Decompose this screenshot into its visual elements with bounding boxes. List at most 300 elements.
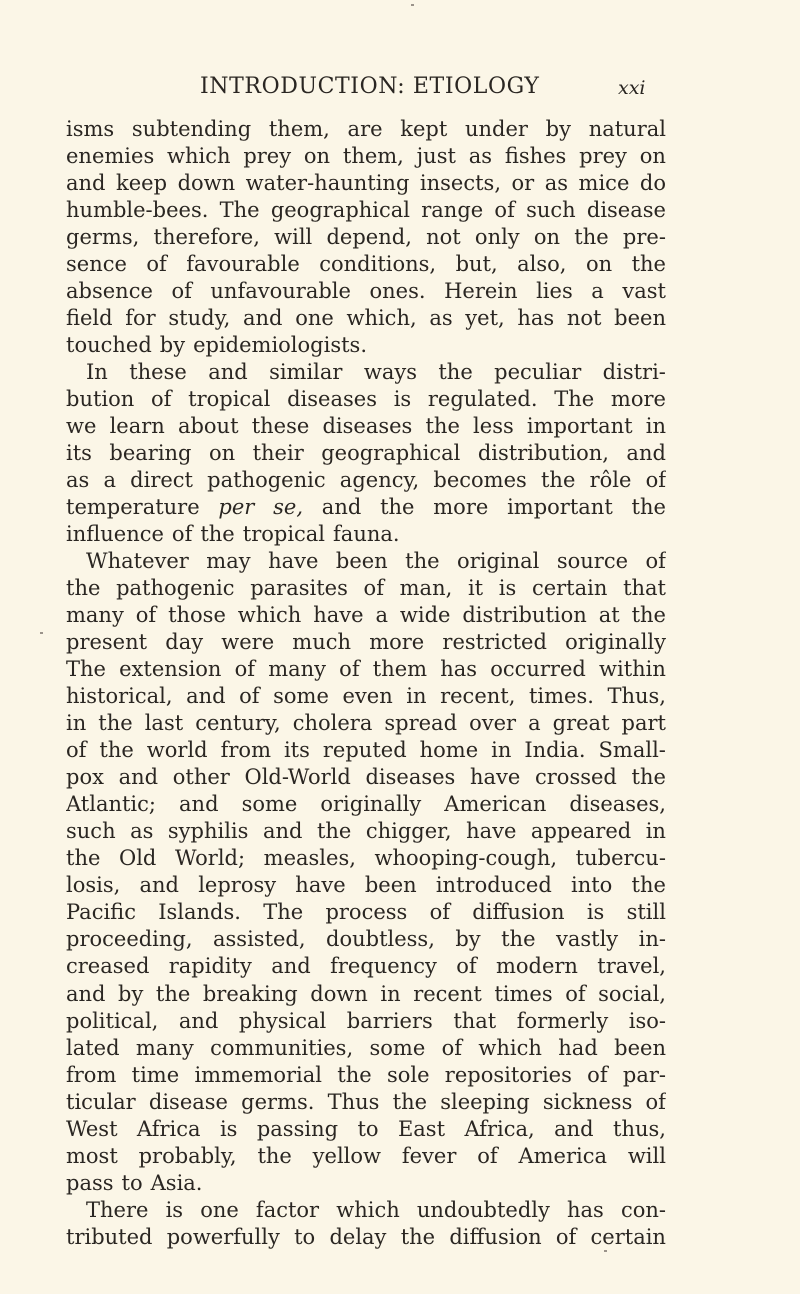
text-line (66, 224, 666, 251)
text-line (66, 1170, 666, 1197)
word: insects, (419, 171, 502, 196)
word: been (364, 873, 417, 898)
word: isms (66, 117, 115, 141)
word: under (465, 117, 528, 141)
word: the (155, 981, 191, 1006)
word: last (144, 711, 184, 736)
word: by (455, 927, 481, 952)
word: assisted, (213, 927, 306, 952)
word: them (372, 657, 428, 682)
word: the (631, 603, 666, 628)
word: on (585, 252, 613, 277)
word: epidemiologists. (193, 333, 367, 358)
word: fauna. (333, 522, 400, 547)
word: and (186, 684, 226, 709)
text-line (66, 359, 666, 386)
word: water-haunting (245, 171, 410, 196)
word: not (566, 306, 602, 331)
word: will (274, 225, 313, 250)
word: Islands. (158, 900, 241, 925)
word: important (526, 414, 633, 439)
word: which, (346, 306, 417, 331)
word: subtending (131, 117, 252, 141)
word: of (171, 279, 192, 304)
word: them, (268, 117, 330, 141)
word: a (103, 468, 116, 493)
print-speck (604, 1250, 607, 1252)
word: American (444, 792, 547, 817)
print-speck (40, 632, 43, 634)
word: Pacific (66, 900, 136, 925)
word: travel, (597, 954, 666, 979)
word: factor (255, 1197, 320, 1222)
word: sence (66, 252, 127, 277)
word: only (474, 225, 520, 250)
word: to (121, 1170, 143, 1195)
word: less (473, 414, 514, 439)
word: diseases, (569, 792, 666, 817)
text-line (66, 818, 666, 845)
word: The (554, 387, 595, 412)
word: diseases (365, 765, 456, 790)
word: prey (243, 144, 292, 169)
word: pathogenic (207, 468, 326, 493)
text-line (66, 899, 666, 926)
word: similar (269, 360, 343, 385)
text-line (66, 467, 666, 494)
word: ticular (66, 1089, 136, 1114)
word: Asia. (150, 1170, 203, 1195)
word: Herein (444, 279, 518, 304)
word: to (294, 1224, 316, 1249)
text-line (66, 953, 666, 980)
word: of (171, 522, 193, 547)
word: leprosy (198, 873, 277, 898)
word: of (151, 387, 172, 412)
word: on (208, 441, 236, 466)
text-line (66, 413, 666, 440)
word: powerfully (166, 1224, 280, 1249)
word: that (453, 1008, 497, 1033)
word: just (416, 144, 456, 169)
word: cholera (292, 711, 373, 736)
word: ways (363, 360, 417, 385)
word: of (363, 576, 384, 601)
word: of (66, 738, 87, 763)
word: distri- (602, 360, 666, 385)
word: spread (384, 711, 458, 736)
word: whooping-cough, (374, 846, 558, 871)
word: study, (168, 306, 231, 331)
word: will (627, 1143, 666, 1168)
word: we (66, 414, 97, 439)
running-head (0, 74, 800, 110)
word: great (552, 711, 610, 736)
word: political, (66, 1008, 159, 1033)
word: the (631, 252, 666, 277)
word: passing (256, 1116, 339, 1141)
word: of (587, 1062, 608, 1087)
word: even (342, 684, 393, 709)
word: present (66, 630, 148, 655)
word: in (406, 684, 427, 709)
word: within (599, 657, 666, 682)
word: germs, (66, 225, 140, 250)
word: vastly (555, 927, 619, 952)
word: West (66, 1116, 118, 1141)
word: has (440, 657, 478, 682)
word: of (456, 954, 477, 979)
word: source (556, 549, 629, 574)
word: social, (598, 981, 666, 1006)
word: may (206, 549, 251, 574)
word: part (621, 711, 666, 736)
word: its (283, 738, 310, 763)
text-line (66, 1008, 666, 1035)
word: of (429, 900, 451, 925)
text-line (66, 1116, 666, 1143)
text-line (66, 629, 666, 656)
word: se, (273, 495, 304, 520)
word: unfavourable (210, 279, 351, 304)
word: India. (524, 738, 586, 763)
word: time (131, 1062, 180, 1087)
word: day (165, 630, 204, 655)
text-line (66, 926, 666, 953)
text-line (66, 872, 666, 899)
word: which (478, 1035, 542, 1060)
text-line (66, 305, 666, 332)
word: kept (400, 117, 448, 141)
word: direct (130, 468, 193, 493)
word: about (177, 414, 239, 439)
word: humble-bees. (66, 198, 209, 223)
word: enemies (66, 144, 155, 169)
word: depend, (326, 225, 412, 250)
word: iso- (628, 1008, 666, 1033)
word: rapidity (168, 954, 252, 979)
word: to (357, 1116, 379, 1141)
text-line (66, 764, 666, 791)
word: formerly (516, 1008, 609, 1033)
word: favourable (186, 252, 300, 277)
word: and (208, 360, 248, 385)
text-line (66, 737, 666, 764)
word: as (130, 819, 154, 844)
word: and (271, 954, 311, 979)
word: therefore, (153, 225, 260, 250)
word: breaking (202, 981, 298, 1006)
text-line (66, 683, 666, 710)
word: which (237, 603, 302, 628)
word: is (219, 1116, 238, 1141)
word: at (598, 603, 620, 628)
word: as (429, 306, 453, 331)
word: America (518, 1143, 607, 1168)
word: the (98, 711, 133, 736)
word: mice (578, 171, 630, 196)
word: introduced (435, 873, 552, 898)
word: have (313, 603, 364, 628)
word: delay (329, 1224, 387, 1249)
word: per (218, 495, 255, 520)
word: Africa, (464, 1116, 535, 1141)
word: has (567, 1197, 604, 1222)
word: diffusion (449, 1224, 542, 1249)
word: lated (66, 1035, 120, 1060)
word: were (221, 630, 275, 655)
word: of (239, 684, 260, 709)
text-line (66, 521, 666, 548)
word: has (517, 306, 555, 331)
word: the (99, 738, 134, 763)
word: ones. (369, 279, 426, 304)
text-line (66, 332, 666, 359)
word: as (544, 171, 569, 196)
text-line (66, 494, 666, 521)
word: man, (399, 576, 453, 601)
word: appeared (530, 819, 632, 844)
word: is (393, 387, 412, 412)
word: crossed (535, 765, 617, 790)
word: Small- (598, 738, 666, 763)
word: learn (109, 414, 165, 439)
word: lies (536, 279, 573, 304)
word: Old (119, 846, 157, 871)
word: the (316, 819, 352, 844)
word: over (469, 711, 517, 736)
word: There (86, 1197, 149, 1222)
word: touched (66, 333, 152, 358)
word: times. (528, 684, 594, 709)
word: in (66, 711, 87, 736)
word: bution (66, 387, 135, 412)
word: been (614, 1035, 666, 1060)
word: undoubtedly (416, 1197, 550, 1222)
text-line (66, 548, 666, 575)
word: con- (620, 1197, 666, 1222)
word: measles, (263, 846, 356, 871)
text-line (66, 278, 666, 305)
text-line (66, 1197, 666, 1224)
word: many (135, 1035, 194, 1060)
word: other (172, 765, 230, 790)
word: its (66, 441, 92, 466)
body-text (66, 116, 666, 1251)
text-line (66, 116, 666, 143)
word: those (168, 603, 226, 628)
word: have (268, 549, 319, 574)
word: of (555, 1224, 577, 1249)
word: home (419, 738, 479, 763)
word: do (639, 171, 666, 196)
word: the (392, 1089, 428, 1114)
word: the (501, 927, 536, 952)
word: the (438, 360, 473, 385)
word: in- (638, 927, 666, 952)
word: barriers (346, 1008, 433, 1033)
text-line (66, 845, 666, 872)
word: Whatever (86, 549, 189, 574)
word: Atlantic; (66, 792, 156, 817)
word: of (146, 252, 167, 277)
word: In (86, 360, 108, 385)
word: keep (116, 171, 168, 196)
word: The (263, 900, 304, 925)
text-line (66, 440, 666, 467)
word: pathogenic (116, 576, 235, 601)
word: distribution (462, 603, 587, 628)
word: which (336, 1197, 400, 1222)
word: temperature (66, 495, 200, 520)
word: still (626, 900, 666, 925)
word: them, (342, 144, 404, 169)
word: physical (238, 1008, 327, 1033)
word: is (498, 576, 517, 601)
word: and (626, 441, 666, 466)
text-line (66, 197, 666, 224)
word: Thus (327, 1089, 380, 1114)
word: fishes (504, 144, 567, 169)
text-line (66, 656, 666, 683)
word: reputed (322, 738, 407, 763)
word: in (645, 414, 666, 439)
word: losis, (66, 873, 121, 898)
word: the (66, 846, 101, 871)
word: the (405, 549, 440, 574)
word: the (540, 468, 576, 493)
word: doubtless, (326, 927, 435, 952)
word: in (645, 819, 666, 844)
word: in (380, 981, 401, 1006)
word: absence (66, 279, 153, 304)
word: century, (195, 711, 281, 736)
word: had (558, 1035, 598, 1060)
word: world (146, 738, 208, 763)
word: on (639, 144, 666, 169)
word: bearing (109, 441, 192, 466)
word: is (586, 900, 605, 925)
word: some (241, 792, 298, 817)
word: these (129, 360, 187, 385)
word: tributed (66, 1224, 153, 1249)
word: diseases (322, 414, 413, 439)
word: been (335, 549, 388, 574)
word: conditions, (319, 252, 437, 277)
word: and (178, 1008, 219, 1033)
word: original (457, 549, 540, 574)
word: originally (320, 792, 422, 817)
word: Africa (136, 1116, 201, 1141)
word: and (118, 765, 159, 790)
word: times (494, 981, 553, 1006)
word: the (400, 1224, 436, 1249)
word: geographical (321, 441, 461, 466)
word: tropical (242, 522, 326, 547)
word: many (268, 657, 327, 682)
word: one (295, 306, 334, 331)
word: prey (579, 144, 627, 169)
text-line (66, 710, 666, 737)
word: the (631, 495, 666, 520)
word: also, (517, 252, 567, 277)
word: and (321, 495, 362, 520)
word: the (631, 873, 666, 898)
word: the (631, 765, 666, 790)
word: repositories (444, 1062, 572, 1087)
word: these (251, 414, 310, 439)
word: the (66, 576, 101, 601)
word: disease (586, 198, 666, 223)
word: germs. (241, 1089, 315, 1114)
word: syphilis (167, 819, 249, 844)
word: more (369, 630, 425, 655)
word: pass (66, 1170, 114, 1195)
word: some (273, 684, 329, 709)
word: field (66, 306, 113, 331)
word: down (310, 981, 368, 1006)
word: certain (531, 576, 608, 601)
word: peculiar (494, 360, 582, 385)
word: down (177, 171, 236, 196)
word: much (292, 630, 352, 655)
word: natural (588, 117, 666, 141)
word: the (200, 522, 235, 547)
print-speck (411, 4, 414, 6)
word: for (125, 306, 156, 331)
word: frequency (330, 954, 437, 979)
word: are (347, 117, 383, 141)
running-title: INTRODUCTION: ETIOLOGY (200, 74, 540, 99)
word: of (339, 657, 360, 682)
word: par- (622, 1062, 666, 1087)
word: wide (399, 603, 451, 628)
word: is (165, 1197, 184, 1222)
word: by (159, 333, 186, 358)
word: recent (413, 981, 482, 1006)
word: Old-World (244, 765, 351, 790)
word: have (295, 873, 346, 898)
word: such (526, 198, 576, 223)
word: recent, (440, 684, 516, 709)
word: restricted (442, 630, 547, 655)
word: probably, (138, 1143, 237, 1168)
word: originally (565, 630, 666, 655)
word: pox (66, 765, 104, 790)
word: and (554, 1116, 594, 1141)
word: many (66, 603, 124, 628)
word: have (470, 765, 521, 790)
word: sleeping (440, 1089, 530, 1114)
word: geographical (270, 198, 411, 223)
word: the (257, 1143, 292, 1168)
word: regulated. (427, 387, 538, 412)
text-line (66, 1089, 666, 1116)
word: from (220, 738, 271, 763)
word: have (466, 819, 517, 844)
word: distribution, (477, 441, 609, 466)
word: important (507, 495, 613, 520)
word: and (66, 171, 106, 196)
word: such (66, 819, 116, 844)
word: and (66, 981, 106, 1006)
word: of (645, 1089, 666, 1114)
word: from (66, 1062, 117, 1087)
word: sole (386, 1062, 430, 1087)
word: the (380, 495, 415, 520)
word: of (441, 1035, 463, 1060)
word: certain (590, 1224, 666, 1249)
